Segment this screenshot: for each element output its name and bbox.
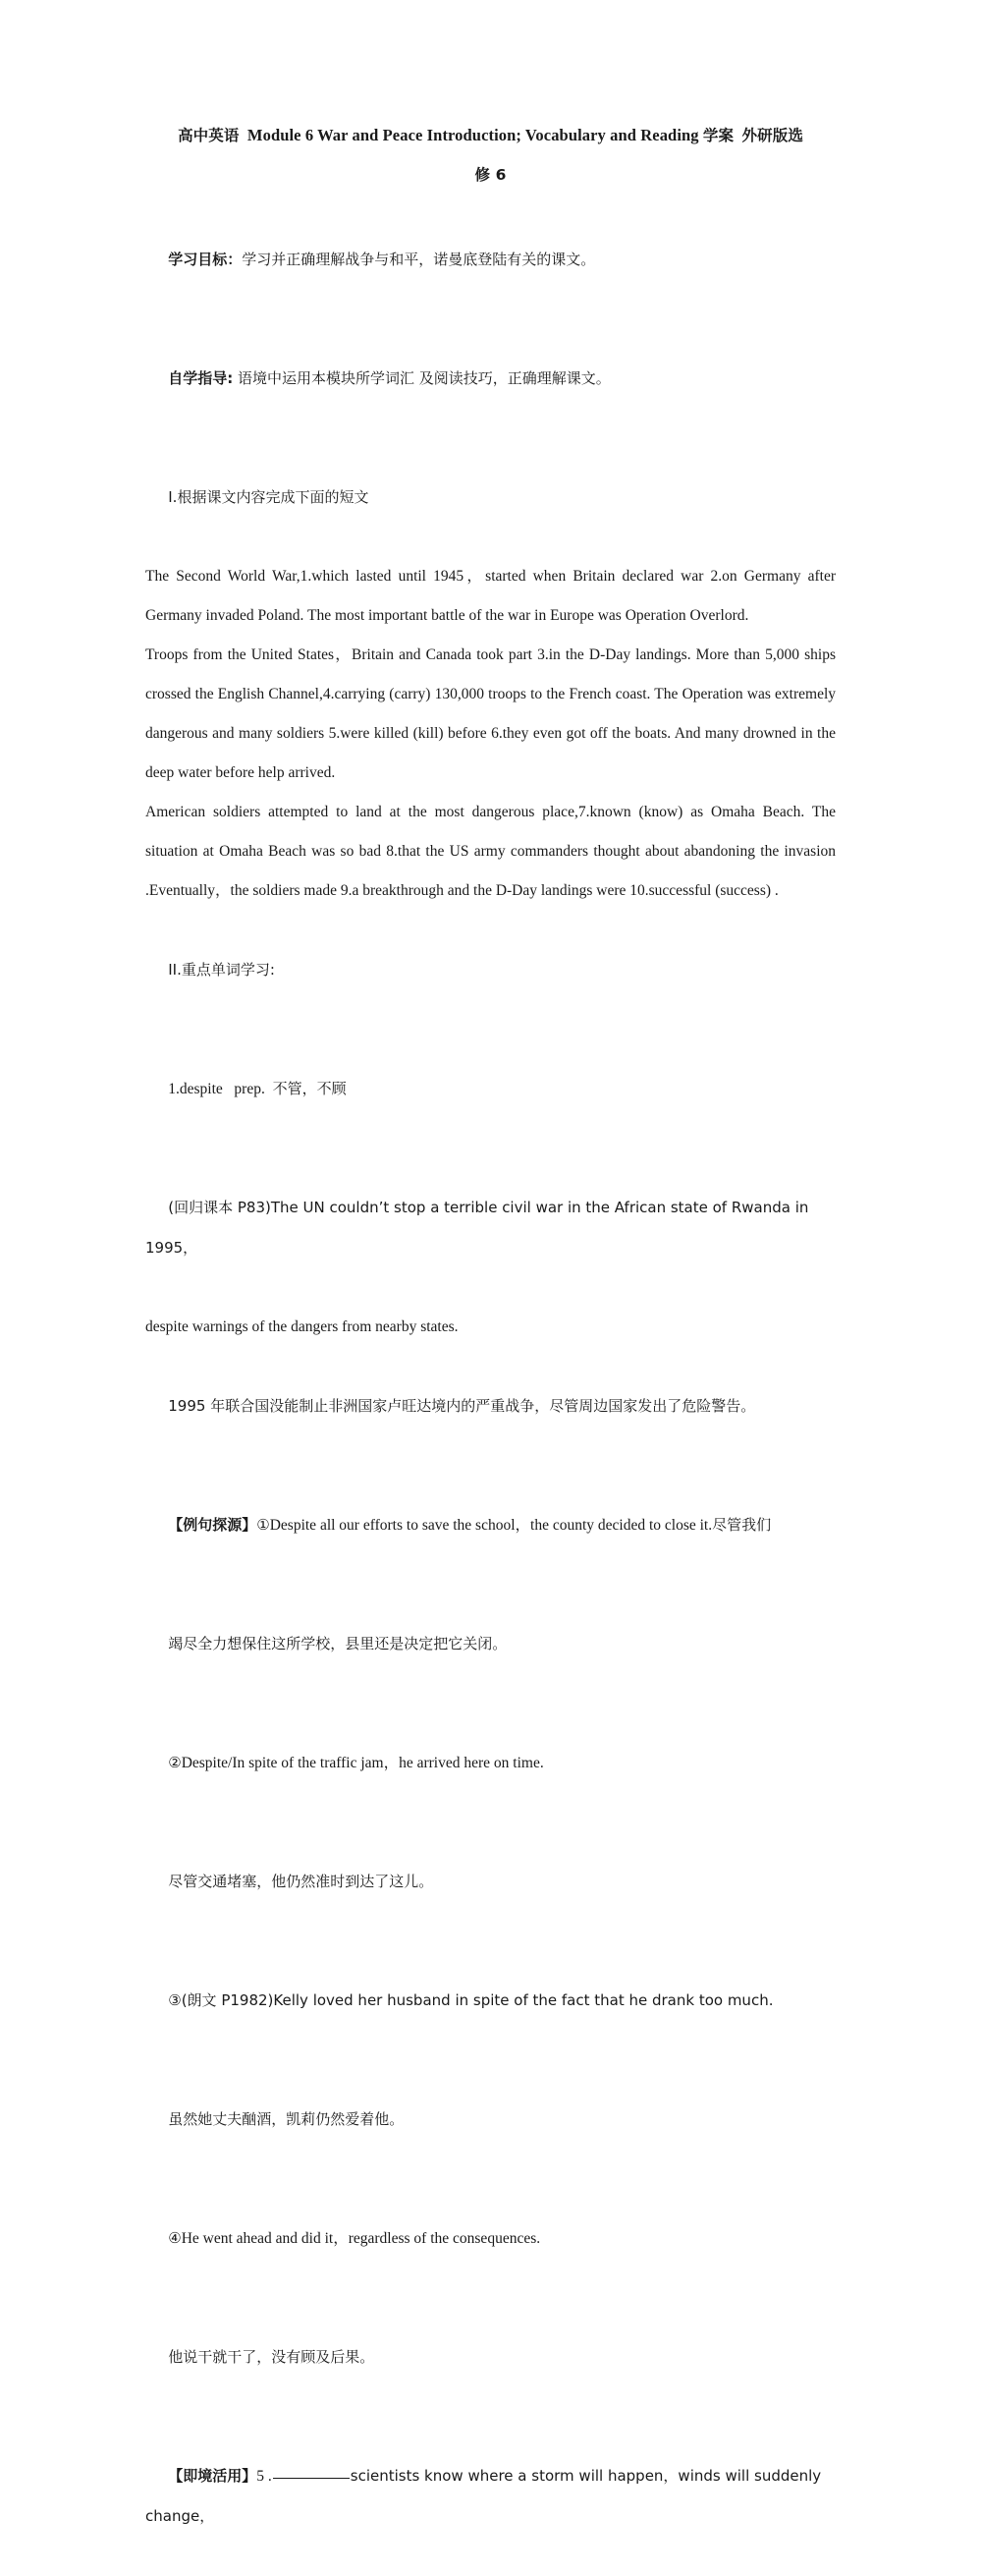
section-two-heading-text: II.重点单词学习: bbox=[168, 961, 275, 979]
example-1-cn-continued bbox=[145, 1585, 836, 1704]
self-study-label: 自学指导: bbox=[168, 369, 234, 387]
title-en bbox=[239, 126, 246, 144]
vocab-source-translation bbox=[145, 1347, 836, 1466]
vocab-entry-gap bbox=[223, 1081, 235, 1097]
example-1-line bbox=[145, 1466, 836, 1585]
example-4-cn bbox=[145, 2298, 836, 2417]
title-line-2: 修 6 bbox=[474, 166, 507, 184]
title-cn-suffix: 外研版选 bbox=[741, 127, 803, 144]
example-4-en: He went ahead and did it，regardless of the consequences. bbox=[181, 2230, 541, 2247]
section-one-paragraph-3: American soldiers attempted to land at the most dangerous place,7.known (know) as Omaha Beach. The situation at Omaha Beach was so bad 8.that the US army commanders thought about abandoning the invasion .Eventually，the soldiers made 9.a breakthrough and the D-Day landings were 10.successful (success) . bbox=[145, 804, 840, 899]
title-cn-prefix: 高中英语 bbox=[178, 127, 240, 144]
study-goal-text: 学习并正确理解战争与和平，诺曼底登陆有关的课文。 bbox=[242, 251, 596, 268]
example-3-en: (朗文 P1982)Kelly loved her husband in spite of the fact that he drank too much. bbox=[181, 1991, 774, 2009]
self-study-line bbox=[145, 319, 836, 438]
self-study-text-value: 语境中运用本模块所学词汇 及阅读技巧，正确理解课文。 bbox=[238, 369, 611, 387]
practice-text: scientists know where a storm will happen，winds will suddenly change， bbox=[145, 2467, 826, 2525]
document-content bbox=[145, 116, 840, 2576]
title-space-2 bbox=[734, 126, 741, 144]
example-3-cn-text: 虽然她丈夫酗酒，凯莉仍然爱着他。 bbox=[168, 2110, 405, 2128]
vocab-entry-meaning: 不管，不顾 bbox=[272, 1080, 347, 1097]
example-3-cn bbox=[145, 2060, 836, 2179]
section-one-paragraph-1: The Second World War,1.which lasted until 1945，started when Britain declared war 2.on Germany after Germany invaded Poland. The most important battle of the war in Europe was Operation Overlord. bbox=[145, 568, 840, 624]
example-4-line bbox=[145, 2179, 836, 2298]
title-cn-mid: 学案 bbox=[702, 127, 735, 144]
practice-label: 【即境活用】 bbox=[168, 2467, 257, 2485]
study-goal-label: 学习目标： bbox=[168, 251, 243, 268]
vocab-entry-despite bbox=[145, 1030, 836, 1148]
example-3-line bbox=[145, 1941, 836, 2060]
section-one-heading bbox=[145, 438, 836, 557]
vocab-source-reference-cont: despite warnings of the dangers from nearby states. bbox=[145, 1318, 459, 1335]
examples-label: 【例句探源】 bbox=[168, 1516, 257, 1534]
vocab-entry-pos: prep. bbox=[234, 1081, 265, 1097]
study-goal-line bbox=[145, 200, 836, 319]
example-1-cn-continued-text: 竭尽全力想保住这所学校，县里还是决定把它关闭。 bbox=[168, 1635, 508, 1652]
example-4-marker: ④ bbox=[168, 2229, 182, 2247]
example-2-cn bbox=[145, 1822, 836, 1941]
example-1-cn-inline: 尽管我们 bbox=[712, 1516, 772, 1534]
vocab-entry-gap-2 bbox=[265, 1081, 273, 1097]
practice-number: 5 . bbox=[256, 2468, 272, 2485]
vocab-source-reference-text: (回归课本 P83)The UN couldn’t stop a terrible civil war in the African state of Rwanda in 1995， bbox=[145, 1199, 814, 1257]
page-title bbox=[145, 116, 836, 195]
section-two-heading bbox=[145, 911, 836, 1030]
example-1-marker: ① bbox=[256, 1516, 270, 1534]
example-2-marker: ② bbox=[168, 1754, 182, 1771]
section-one-heading-text: I.根据课文内容完成下面的短文 bbox=[168, 488, 369, 506]
example-2-line bbox=[145, 1704, 836, 1822]
example-3-marker: ③ bbox=[168, 1991, 182, 2009]
example-2-en: Despite/In spite of the traffic jam，he arrived here on time. bbox=[181, 1755, 544, 1771]
example-4-cn-text: 他说干就干了，没有顾及后果。 bbox=[168, 2348, 375, 2366]
vocab-source-translation-text: 1995 年联合国没能制止非洲国家卢旺达境内的严重战争，尽管周边国家发出了危险警告。 bbox=[168, 1397, 756, 1415]
answer-blank[interactable] bbox=[273, 2478, 350, 2479]
section-one-paragraph-2: Troops from the United States，Britain and Canada took part 3.in the D-Day landings. More than 5,000 ships crossed the English Channel,4.carrying (carry) 130,000 troops to the French coast. The Operation was extremely dangerous and many soldiers 5.were killed (kill) before 6.they even got off the boats. And many drowned in the deep water before help arrived. bbox=[145, 646, 840, 781]
vocab-entry-word: 1.despite bbox=[168, 1081, 223, 1097]
example-1-en: Despite all our efforts to save the school，the county decided to close it. bbox=[269, 1517, 713, 1534]
example-2-cn-text: 尽管交通堵塞，他仍然准时到达了这儿。 bbox=[168, 1873, 434, 1890]
practice-line bbox=[145, 2417, 836, 2576]
vocab-source-reference bbox=[145, 1148, 836, 1308]
title-en-text: Module 6 War and Peace Introduction; Vocabulary and Reading bbox=[246, 126, 699, 144]
